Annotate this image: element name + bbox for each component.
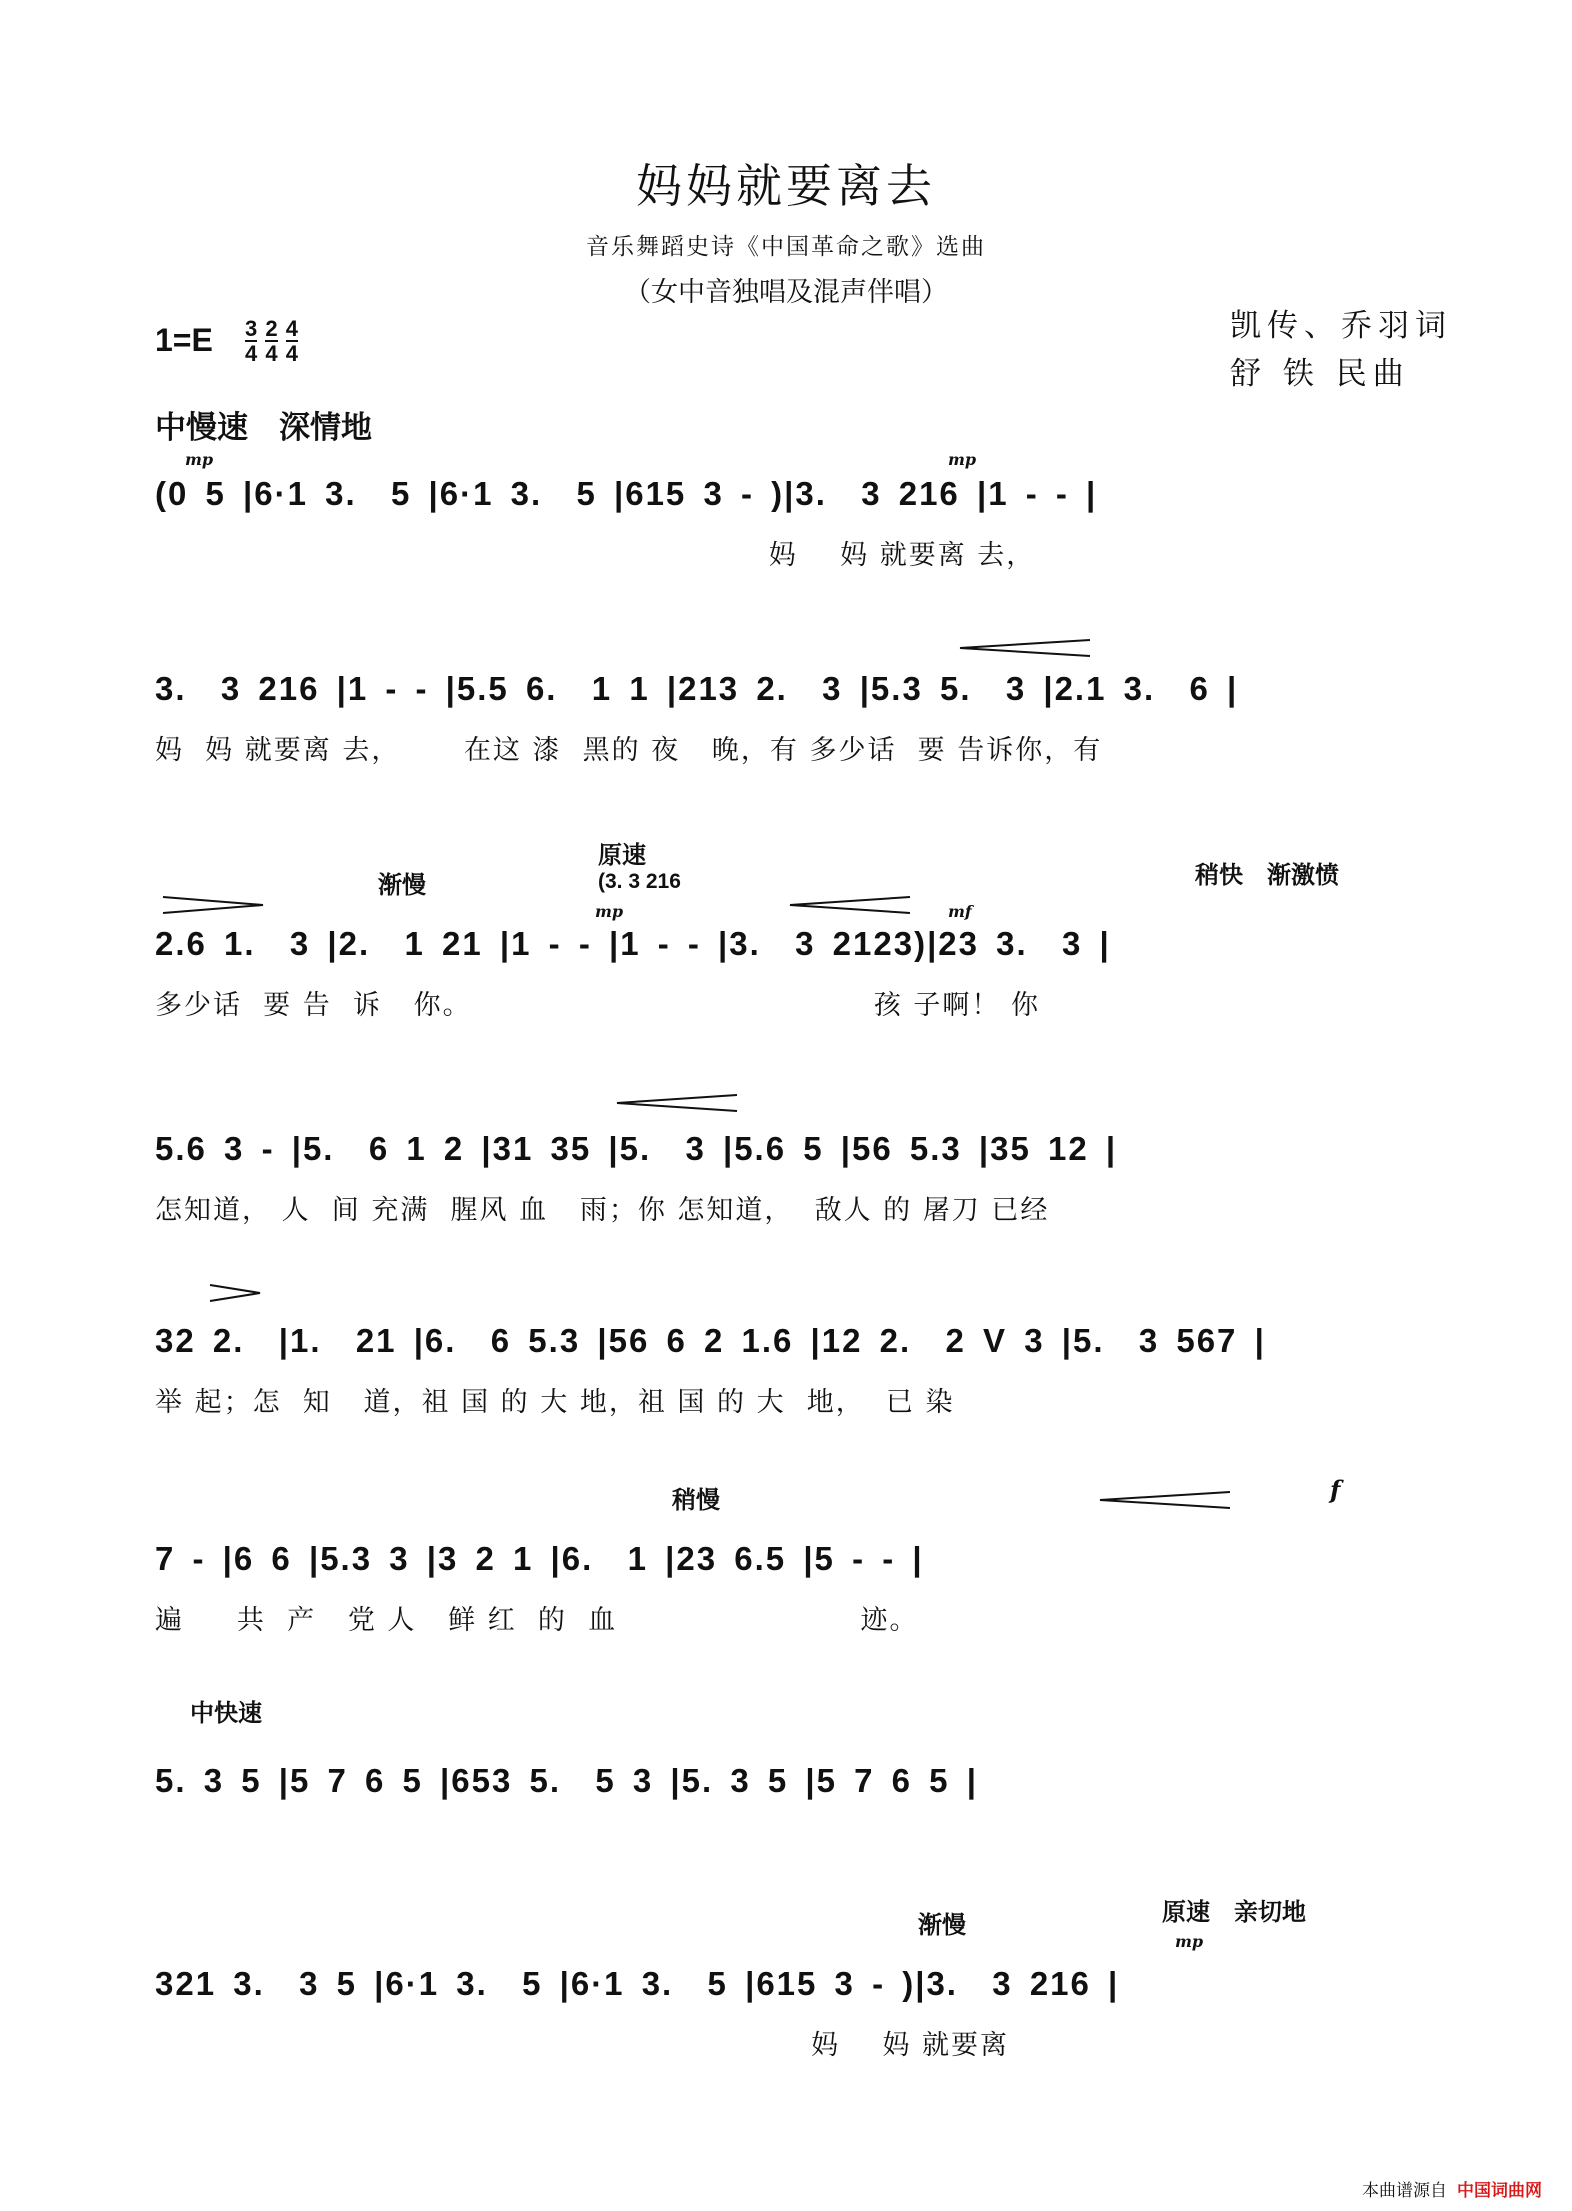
tempo-marking-1: 中慢速 深情地: [155, 410, 372, 445]
dynamic-mp-4: mp: [1175, 1932, 1204, 1951]
lyrics-line-1: 妈 妈 就要离 去，: [155, 540, 1036, 571]
lyrics-line-2: 妈 妈 就要离 去， 在这 漆 黑的 夜 晚，有 多少话 要 告诉你，有: [155, 735, 1103, 766]
site-link[interactable]: 中国词曲网: [1457, 2181, 1542, 2201]
time-signature-2: $\frac{2}{4}$: [265, 316, 278, 366]
voicing-note: （女中音独唱及混声伴唱）: [624, 277, 948, 308]
score-line-5: [155, 1322, 1420, 1426]
score-line-2: [155, 670, 1420, 774]
lyrics-line-6: 遍 共 产 党 人 鲜 红 的 血 迹。: [155, 1605, 919, 1636]
lyrics-line-5: 举 起；怎 知 道，祖 国 的 大 地，祖 国 的 大 地， 已 染: [155, 1387, 955, 1418]
score-line-6: [155, 1540, 1420, 1644]
time-signatures: [245, 318, 301, 364]
score-line-1: [155, 475, 1420, 579]
crescendo-hairpin-4: [1095, 1490, 1235, 1510]
score-line-3: [155, 925, 1420, 1029]
key-signature: 1=E: [155, 322, 213, 358]
lyrics-line-8: 妈 妈 就要离: [155, 2030, 1010, 2061]
lyrics-line-4: 怎知道， 人 间 充满 腥风 血 雨；你 怎知道， 敌人 的 屠刀 已经: [155, 1195, 1050, 1226]
notation-line-1: (0 5 |6·1 3. 5 |6·1 3. 5 |615 3 - )|3. 3 216 |1 - - |: [155, 475, 1098, 512]
score-line-4: [155, 1130, 1420, 1234]
decrescendo-hairpin-1: [158, 895, 268, 915]
ossia-notation: (3. 3 216: [598, 870, 681, 893]
ritardando-marking-1: 渐慢: [378, 872, 426, 899]
notation-line-2: 3. 3 216 |1 - - |5.5 6. 1 1 |213 2. 3 |5.3 5. 3 |2.1 3. 6 |: [155, 670, 1239, 707]
score-line-8: [155, 1965, 1420, 2069]
score-line-7: [155, 1762, 1420, 1866]
time-signature-1: $\frac{3}{4}$: [245, 316, 258, 366]
tempo-marking-2: 中快速: [190, 1700, 262, 1727]
notation-line-6: 7 - |6 6 |5.3 3 |3 2 1 |6. 1 |23 6.5 |5 - - |: [155, 1540, 924, 1577]
source-footer: [1362, 2176, 1542, 2201]
notation-line-7: 5. 3 5 |5 7 6 5 |653 5. 5 3 |5. 3 5 |5 7 6 5 |: [155, 1762, 978, 1799]
a-tempo-marking-2: 原速 亲切地: [1162, 1899, 1306, 1926]
notation-line-8: 321 3. 3 5 |6·1 3. 5 |6·1 3. 5 |615 3 - )|3. 3 216 |: [155, 1965, 1120, 2002]
dynamic-mp-2: mp: [948, 450, 977, 469]
lyrics-line-3: 多少话 要 告 诉 你。 孩 子啊！ 你: [155, 990, 1040, 1021]
notation-line-3: 2.6 1. 3 |2. 1 21 |1 - - |1 - - |3. 3 2123)|23 3. 3 |: [155, 925, 1111, 962]
song-title: 妈妈就要离去: [636, 159, 936, 213]
ritardando-marking-2: 渐慢: [918, 1912, 966, 1939]
accent-hairpin-1: [205, 1283, 265, 1303]
dynamic-f: f: [1330, 1475, 1341, 1504]
notation-line-4: 5.6 3 - |5. 6 1 2 |31 35 |5. 3 |5.6 5 |56 5.3 |35 12 |: [155, 1130, 1118, 1167]
dynamic-mp-3: mp: [595, 902, 624, 921]
crescendo-hairpin-3: [612, 1093, 742, 1113]
dynamic-mf: mf: [948, 902, 972, 921]
slower-marking: 稍慢: [672, 1487, 720, 1514]
time-signature-3: $\frac{4}{4}$: [285, 316, 298, 366]
lyricist-credit: 凯传、乔羽词: [1230, 308, 1452, 344]
composer-credit: 舒 铁 民曲: [1230, 356, 1410, 392]
crescendo-hairpin-2: [785, 895, 915, 915]
crescendo-hairpin-1: [955, 638, 1095, 658]
tempo-change-marking: 稍快 渐激愤: [1195, 862, 1339, 889]
source-label: 本曲谱源自: [1362, 2181, 1447, 2201]
a-tempo-marking-1: 原速: [598, 842, 646, 869]
song-subtitle: 音乐舞蹈史诗《中国革命之歌》选曲: [586, 234, 986, 260]
dynamic-mp-1: mp: [185, 450, 214, 469]
notation-line-5: 32 2. |1. 21 |6. 6 5.3 |56 6 2 1.6 |12 2. 2 V 3 |5. 3 567 |: [155, 1322, 1266, 1359]
